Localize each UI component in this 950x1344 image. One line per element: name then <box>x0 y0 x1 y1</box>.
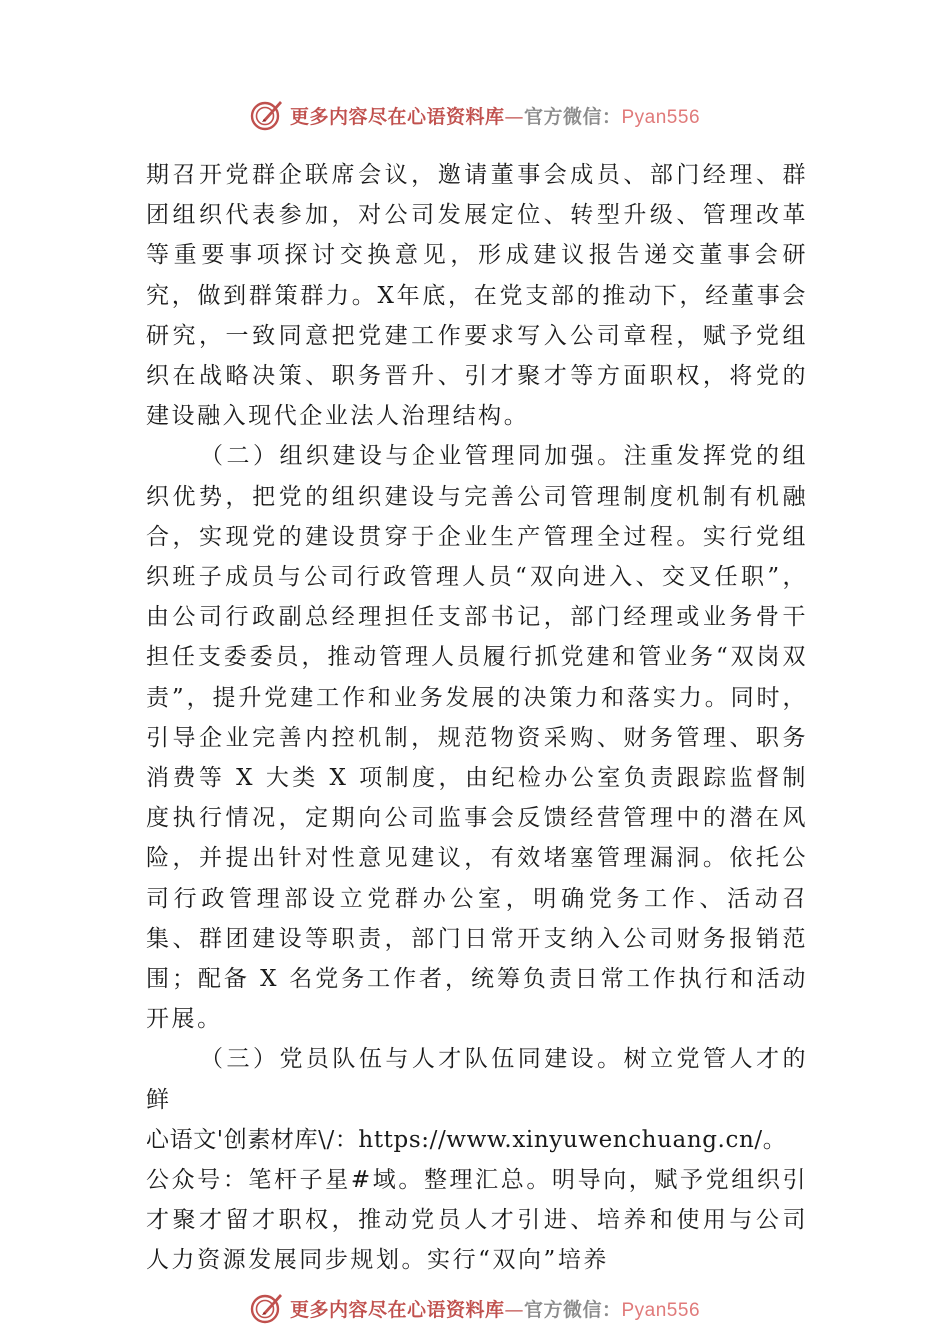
watermark-official: 官方微信： <box>523 105 622 128</box>
watermark-dash: — <box>504 105 524 128</box>
paragraph-4-url: 心语文'创素材库\/：https://www.xinyuwenchuang.cn/。 <box>146 1126 787 1153</box>
paragraph-3: （三）党员队伍与人才队伍同建设。树立党管人才的鲜 <box>146 1046 808 1113</box>
quill-seal-icon <box>250 98 284 132</box>
watermark-dash: — <box>504 1298 524 1321</box>
document-body <box>146 155 808 1281</box>
watermark-main: 更多内容尽在心语资料库 <box>289 105 505 128</box>
paragraph-2: （二）组织建设与企业管理同加强。注重发挥党的组织优势，把党的组织建设与完善公司管理制度机制有机融合，实现党的建设贯穿于企业生产管理全过程。实行党组织班子成员与公司行政管理人员“双向进入、交叉任职”，由公司行政副总经理担任支部书记，部门经理或业务骨干担任支委委员，推动管理人员履行抓党建和管业务“双岗双责”，提升党建工作和业务发展的决策力和落实力。同时，引导企业完善内控机制，规范物资采购、财务管理、职务消费等 X 大类 X 项制度，由纪检办公室负责跟踪监督制度执行情况，定期向公司监事会反馈经营管理中的潜在风险，并提出针对性意见建议，有效堵塞管理漏洞。依托公司行政管理部设立党群办公室，明确党务工作、活动召集、群团建设等职责，部门日常开支纳入公司财务报销范围；配备 X 名党务工作者，统筹负责日常工作执行和活动开展。 <box>146 443 808 1033</box>
watermark-text <box>290 1295 700 1322</box>
watermark-handle: Pyan556 <box>621 1299 701 1321</box>
watermark-main: 更多内容尽在心语资料库 <box>289 1298 505 1321</box>
footer-watermark <box>0 1288 950 1328</box>
header-watermark <box>0 95 950 135</box>
paragraph-1: 期召开党群企联席会议，邀请董事会成员、部门经理、群团组织代表参加，对公司发展定位、转型升级、管理改革等重要事项探讨交换意见，形成建议报告递交董事会研究，做到群策群力。X年底，在党支部的推动下，经董事会研究，一致同意把党建工作要求写入公司章程，赋予党组织在战略决策、职务晋升、引才聚才等方面职权，将党的建设融入现代企业法人治理结构。 <box>146 162 808 430</box>
watermark-text <box>290 102 700 129</box>
quill-seal-icon <box>250 1291 284 1325</box>
watermark-handle: Pyan556 <box>621 106 701 128</box>
paragraph-5: 公众号：笔杆子星#域。整理汇总。明导向，赋予党组织引才聚才留才职权，推动党员人才引进、培养和使用与公司人力资源发展同步规划。实行“双向”培养 <box>146 1167 808 1274</box>
watermark-official: 官方微信： <box>523 1298 622 1321</box>
